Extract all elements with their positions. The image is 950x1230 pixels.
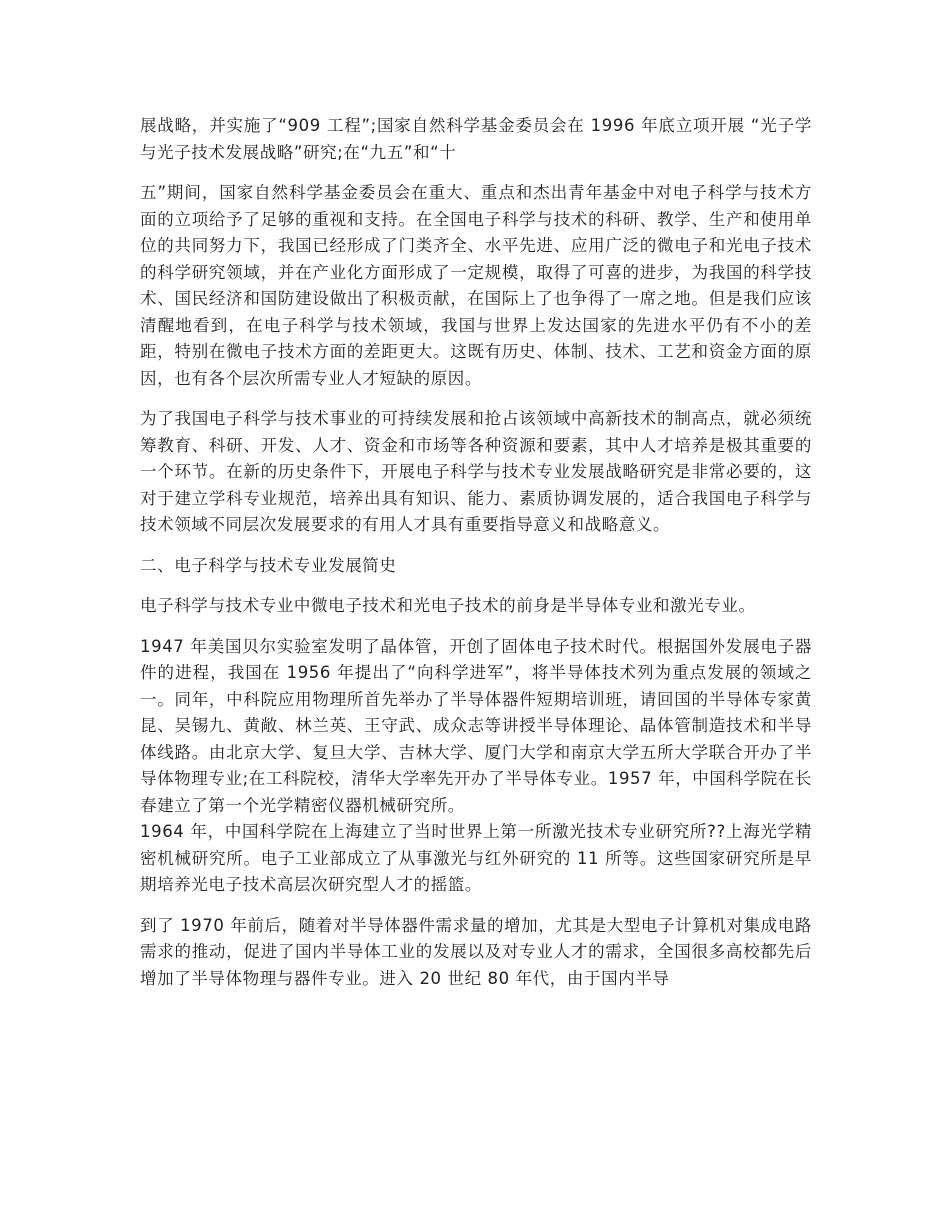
paragraph-5: 电子科学与技术专业中微电子技术和光电子技术的前身是半导体专业和激光专业。	[140, 596, 756, 615]
paragraph-1: 展战略，并实施了“909 工程”;国家自然科学基金委员会在 1996 年底立项开展 “光子学与光子技术发展战略”研究;在“九五”和“十	[140, 116, 812, 162]
paragraph-3: 为了我国电子科学与技术事业的可持续发展和抢占该领域中高新技术的制高点，就必须统筹教育、科研、开发、人才、资金和市场等各种资源和要素，其中人才培养是极其重要的一个环节。在新的历史条件下，开展电子科学与技术专业发展战略研究是非常必要的，这对于建立学科专业规范，培养出具有知识、能力、素质协调发展的，适合我国电子科学与技术领域不同层次发展要求的有用人才具有重要指导意义和战略意义。	[140, 409, 812, 534]
paragraph-7: 1964 年，中国科学院在上海建立了当时世界上第一所激光技术专业研究所??上海光学精密机械研究所。电子工业部成立了从事激光与红外研究的 11 所等。这些国家研究所是早期培养光电子技术高层次研究型人才的摇篮。	[140, 822, 812, 894]
paragraph-2: 五”期间，国家自然科学基金委员会在重大、重点和杰出青年基金中对电子科学与技术方面的立项给予了足够的重视和支持。在全国电子科学与技术的科研、教学、生产和使用单位的共同努力下，我国已经形成了门类齐全、水平先进、应用广泛的微电子和光电子技术的科学研究领域，并在产业化方面形成了一定规模，取得了可喜的进步，为我国的科学技术、国民经济和国防建设做出了积极贡献，在国际上了也争得了一席之地。但是我们应该清醒地看到，在电子科学与技术领域，我国与世界上发达国家的先进水平仍有不小的差距，特别在微电子技术方面的差距更大。这既有历史、体制、技术、工艺和资金方面的原因，也有各个层次所需专业人才短缺的原因。	[140, 183, 812, 388]
document-page	[140, 113, 812, 992]
paragraph-8: 到了 1970 年前后，随着对半导体器件需求量的增加，尤其是大型电子计算机对集成电路需求的推动，促进了国内半导体工业的发展以及对专业人才的需求，全国很多高校都先后增加了半导体物理与器件专业。进入 20 世纪 80 年代，由于国内半导	[140, 915, 812, 988]
section-heading: 二、电子科学与技术专业发展简史	[140, 555, 397, 575]
paragraph-6: 1947 年美国贝尔实验室发明了晶体管，开创了固体电子技术时代。根据国外发展电子器件的进程，我国在 1956 年提出了“向科学进军”，将半导体技术列为重点发展的领域之一。同年，中科院应用物理所首先举办了半导体器件短期培训班，请回国的半导体专家黄昆、吴锡九、黄敞、林兰英、王守武、成众志等讲授半导体理论、晶体管制造技术和半导体线路。由北京大学、复旦大学、吉林大学、厦门大学和南京大学五所大学联合开办了半导体物理专业;在工科院校，清华大学率先开办了半导体专业。1957 年，中国科学院在长春建立了第一个光学精密仪器机械研究所。	[140, 636, 812, 815]
